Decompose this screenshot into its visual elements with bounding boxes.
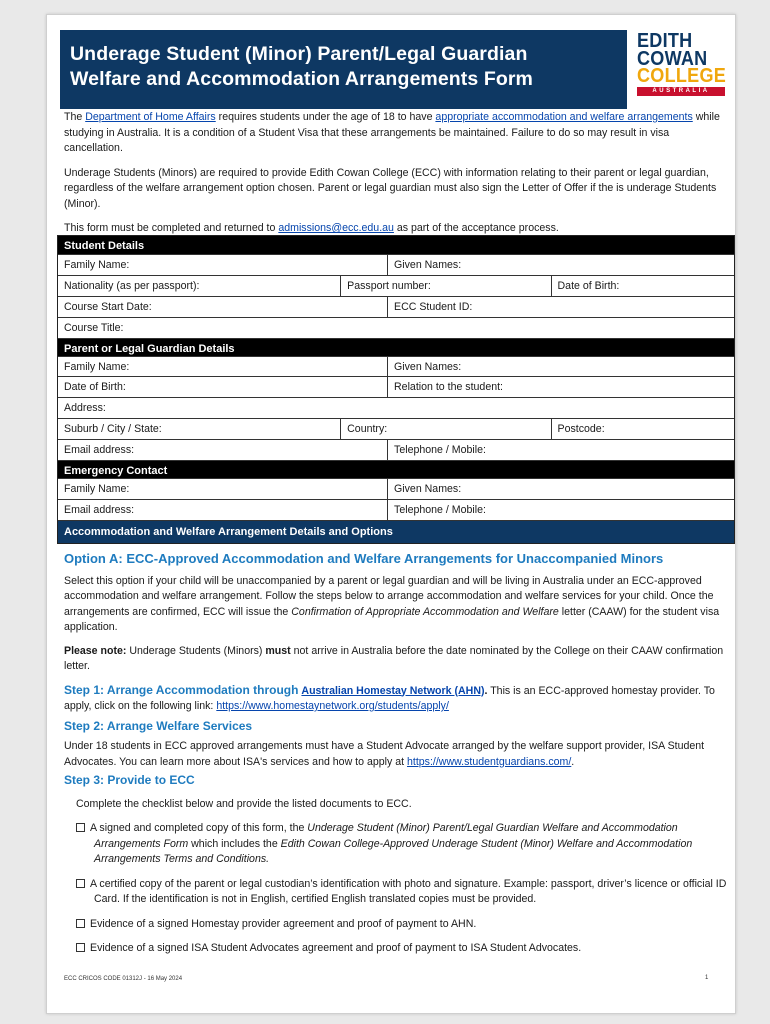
student-passport-field[interactable]: Passport number:: [340, 276, 550, 296]
details-form-table: [57, 235, 735, 544]
table-row: [58, 439, 734, 460]
course-title-field[interactable]: Course Title:: [64, 321, 124, 334]
option-a-paragraph: Select this option if your child will be unaccompanied by a parent or legal guardian and will be living in Australia under an ECC-approved accommodation and welfare arrangement. Follow the steps below to arrange accommodation and welfare services for your child. Once the arrangements are confirmed, ECC will issue the Confirmation of Appropriate Accommodation and Welfare letter (CAAW) for the student visa application.: [64, 574, 720, 633]
intro-text: [64, 110, 730, 246]
checklist-item: A signed and completed copy of this form, the Underage Student (Minor) Parent/Legal Guardian Welfare and Accommodation Arrangements Form which includes the Edith Cowan College-Approved Underage Student (Minor) Welfare and Accommodation Arrangements Terms and Conditions.: [76, 821, 730, 868]
checklist-item: Evidence of a signed Homestay provider agreement and proof of payment to AHN.: [76, 917, 730, 933]
home-affairs-link[interactable]: Department of Home Affairs: [85, 111, 216, 123]
ecc-student-id-field[interactable]: ECC Student ID:: [387, 297, 734, 317]
guardian-address-field[interactable]: Address:: [64, 402, 106, 415]
guardian-dob-field[interactable]: Date of Birth:: [64, 381, 126, 394]
student-dob-field[interactable]: Date of Birth:: [551, 276, 734, 296]
please-note-paragraph: Please note: Underage Students (Minors) must not arrive in Australia before the date nominated by the College on their CAAW confirmation letter.: [64, 644, 724, 672]
checklist-item: Evidence of a signed ISA Student Advocates agreement and proof of payment to ISA Student Advocates.: [76, 941, 730, 957]
intro-paragraph-2: Underage Students (Minors) are required to provide Edith Cowan College (ECC) with information relating to their parent or legal guardian, regardless of the welfare arrangement option chosen. Parent or legal guardian must also sign the Letter of Offer if the is underage Students (Minor).: [64, 166, 717, 210]
guardian-family-name-field[interactable]: Family Name:: [64, 360, 130, 373]
table-row: [58, 317, 734, 338]
guardian-phone-field[interactable]: Telephone / Mobile:: [387, 440, 734, 460]
welfare-arrangements-link[interactable]: appropriate accommodation and welfare arrangements: [435, 111, 693, 123]
student-guardians-url-link[interactable]: https://www.studentguardians.com/: [407, 755, 572, 768]
step-1-title: Step 1: Arrange Accommodation through: [64, 682, 299, 697]
table-row: [58, 478, 734, 499]
checkbox[interactable]: [76, 919, 85, 928]
table-row: [58, 296, 734, 317]
ahn-link[interactable]: Australian Homestay Network (AHN): [301, 684, 485, 697]
step-3-instruction: Complete the checklist below and provide the listed documents to ECC.: [76, 797, 412, 810]
accommodation-options-header: Accommodation and Welfare Arrangement Details and Options: [58, 520, 734, 543]
step-1-paragraph: Step 1: Arrange Accommodation through Australian Homestay Network (AHN). This is an ECC-approved homestay provider. To apply, click on the following link: https://www.homestaynetwork.org/students/apply/: [64, 682, 715, 712]
emergency-email-field[interactable]: Email address:: [64, 503, 135, 516]
emergency-given-names-field[interactable]: Given Names:: [387, 479, 734, 499]
edith-cowan-college-logo: EDITH COWAN COLLEGE AUSTRALIA: [637, 29, 727, 94]
checklist-item: A certified copy of the parent or legal custodian’s identification with photo and signature. Example: passport, driver’s licence or official ID Card. If the identification is not in English, certified English translated copies must be provided.: [76, 877, 730, 908]
table-row: [58, 397, 734, 418]
table-row: [58, 376, 734, 397]
page-title: Underage Student (Minor) Parent/Legal Guardian Welfare and Accommodation Arrangements Form: [70, 43, 533, 90]
homestay-url-link[interactable]: https://www.homestaynetwork.org/students/apply/: [216, 700, 449, 712]
student-given-names-field[interactable]: Given Names:: [387, 255, 734, 275]
emergency-contact-header: Emergency Contact: [58, 460, 734, 478]
emergency-family-name-field[interactable]: Family Name:: [64, 483, 130, 496]
form-page: [46, 14, 736, 1014]
checkbox[interactable]: [76, 943, 85, 952]
step-2-title: Step 2: Arrange Welfare Services: [64, 718, 253, 733]
guardian-postcode-field[interactable]: Postcode:: [551, 419, 734, 439]
guardian-suburb-field[interactable]: Suburb / City / State:: [64, 423, 162, 436]
guardian-email-field[interactable]: Email address:: [64, 444, 135, 457]
guardian-given-names-field[interactable]: Given Names:: [387, 357, 734, 377]
student-nationality-field[interactable]: Nationality (as per passport):: [64, 279, 200, 292]
admissions-email-link[interactable]: admissions@ecc.edu.au: [278, 222, 394, 234]
table-row: [58, 418, 734, 439]
student-family-name-field[interactable]: Family Name:: [64, 259, 130, 271]
step-3-title: Step 3: Provide to ECC: [64, 773, 195, 787]
course-start-date-field[interactable]: Course Start Date:: [64, 300, 152, 313]
checkbox[interactable]: [76, 823, 85, 832]
option-a-section: [64, 551, 730, 966]
footer-code: ECC CRICOS CODE 01312J - 16 May 2024: [64, 976, 183, 982]
title-banner: [60, 30, 627, 109]
intro-paragraph-1: The Department of Home Affairs requires students under the age of 18 to have appropriate accommodation and welfare arrangements while studying in Australia. It is a condition of a Student Visa that these arrangements be maintained. Failure to do so may result in visa cancellation.: [64, 111, 720, 154]
student-details-header: Student Details: [58, 236, 734, 254]
guardian-relation-field[interactable]: Relation to the student:: [387, 377, 734, 397]
intro-paragraph-3: This form must be completed and returned to admissions@ecc.edu.au as part of the acceptance process.: [64, 222, 559, 234]
option-a-title: Option A: ECC-Approved Accommodation and Welfare Arrangements for Unaccompanied Minors: [64, 551, 664, 566]
guardian-details-header: Parent or Legal Guardian Details: [58, 338, 734, 356]
table-row: [58, 275, 734, 296]
step-2-paragraph: Under 18 students in ECC approved arrangements must have a Student Advocate arranged by the welfare support provider, ISA Student Advocates. You can learn more about ISA's services and how to apply at https://www.studentguardians.com/.: [64, 740, 705, 768]
table-row: [58, 499, 734, 520]
table-row: [58, 356, 734, 377]
table-row: [58, 254, 734, 275]
checklist: [64, 797, 730, 957]
checkbox[interactable]: [76, 879, 85, 888]
emergency-phone-field[interactable]: Telephone / Mobile:: [387, 500, 734, 520]
guardian-country-field[interactable]: Country:: [340, 419, 550, 439]
page-number: 1: [705, 975, 709, 981]
